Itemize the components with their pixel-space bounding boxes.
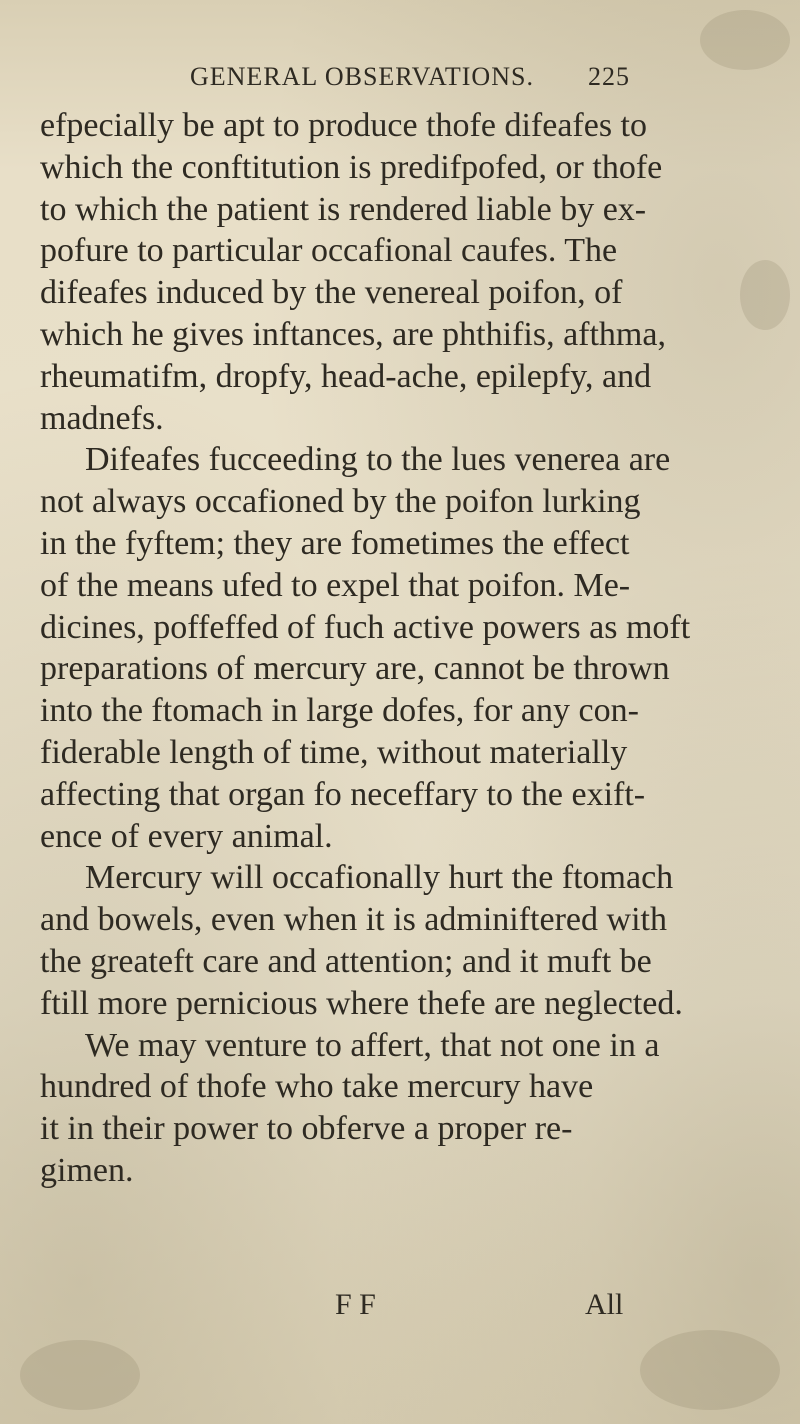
text-line: in the fyftem; they are fometimes the effect [40,524,630,562]
running-head-title: GENERAL OBSERVATIONS. [190,62,534,91]
text-line: and bowels, even when it is adminiftered with [40,901,667,939]
page-number: 225 [588,62,630,91]
text-line: ence of every animal. [40,817,333,855]
text-line: dicines, poffeffed of fuch active powers as moft [40,608,691,646]
text-line: difeafes induced by the venereal poifon, of [40,274,623,312]
text-line: to which the patient is rendered liable by ex- [40,190,647,228]
text-line: fiderable length of time, without materially [40,733,628,771]
text-line: the greateft care and attention; and it muft be [40,942,652,980]
paragraph-start-line: Mercury will occafionally hurt the ftomach [85,859,674,897]
text-line: it in their power to obferve a proper re- [40,1110,573,1148]
text-line: ftill more pernicious where thefe are neglected. [40,984,683,1022]
running-header [190,62,630,92]
body-text [40,105,720,1192]
text-line: which the conftitution is predifpofed, or thofe [40,148,663,186]
paragraph-start-line: We may venture to affert, that not one in a [85,1026,660,1064]
catchword: All [585,1288,624,1321]
text-line: affecting that organ fo neceffary to the exift- [40,775,646,813]
text-line: not always occafioned by the poifon lurking [40,483,641,521]
text-line: madnefs. [40,399,164,437]
text-line: of the means ufed to expel that poifon. Me- [40,566,631,604]
paragraph-start-line: Difeafes fucceeding to the lues venerea are [85,441,671,479]
text-line: hundred of thofe who take mercury have [40,1068,594,1106]
text-line: rheumatifm, dropfy, head-ache, epilepfy, and [40,357,652,395]
text-line: pofure to particular occafional caufes. The [40,232,618,270]
text-line: preparations of mercury are, cannot be thrown [40,650,670,688]
text-line: gimen. [40,1151,134,1189]
text-line: efpecially be apt to produce thofe difeafes to [40,107,648,144]
signature-mark: F F [335,1288,376,1321]
text-line: into the ftomach in large dofes, for any con- [40,692,639,730]
text-line: which he gives inftances, are phthifis, afthma, [40,315,666,353]
